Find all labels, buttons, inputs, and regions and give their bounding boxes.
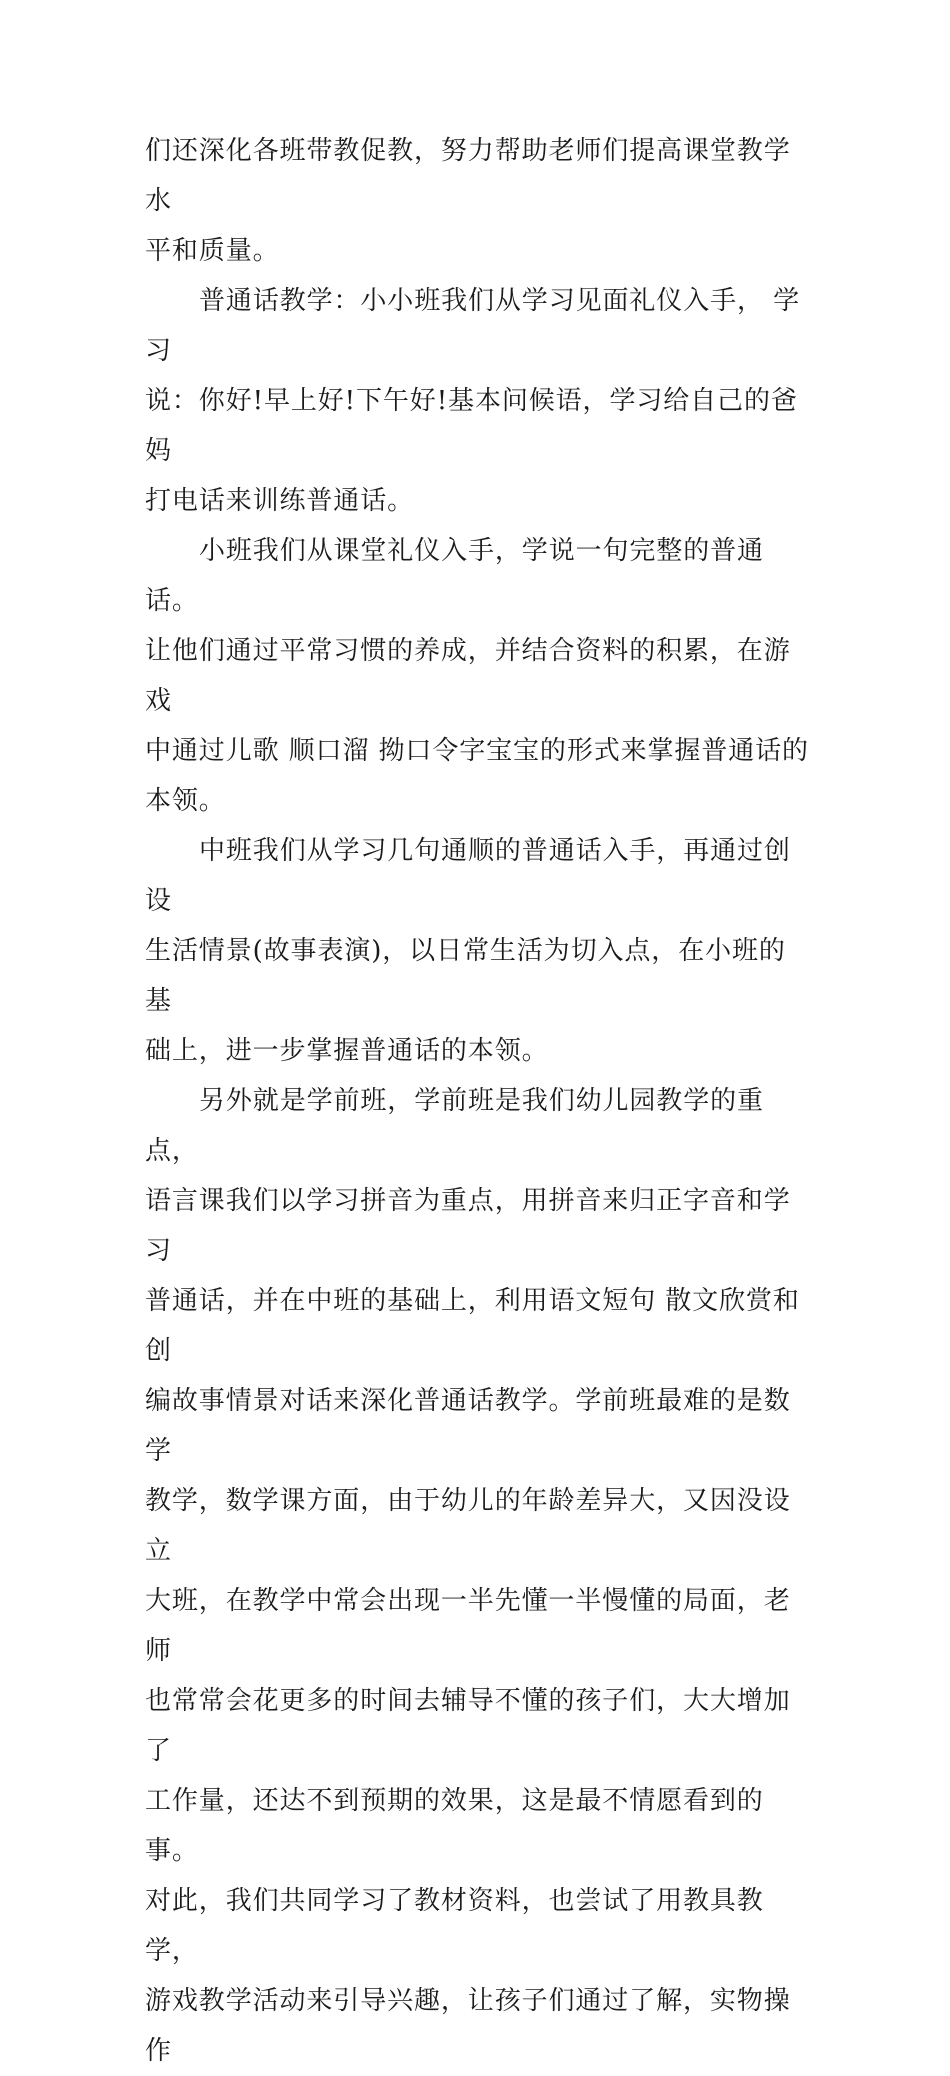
paragraph-small-class: 小班我们从课堂礼仪入手，学说一句完整的普通话。 让他们通过平常习惯的养成，并结合资料的积累，在游戏 中通过儿歌 顺口溜 拗口令字宝宝的形式来掌握普通话的 本领。 xyxy=(145,536,809,816)
paragraph-putonghua-toddler: 普通话教学：小小班我们从学习见面礼仪入手， 学习 说：你好!早上好!下午好!基本问候语，学习给自己的爸妈 打电话来训练普通话。 xyxy=(145,286,800,516)
paragraph-middle-class: 中班我们从学习几句通顺的普通话入手，再通过创设 生活情景(故事表演)，以日常生活为切入点，在小班的基 础上，进一步掌握普通话的本领。 xyxy=(145,836,791,1066)
paragraph-continued: 们还深化各班带教促教，努力帮助老师们提高课堂教学水 平和质量。 xyxy=(145,136,791,266)
paragraph-preschool-class: 另外就是学前班，学前班是我们幼儿园教学的重点， 语言课我们以学习拼音为重点，用拼音来归正字音和学习 普通话，并在中班的基础上，利用语文短句 散文欣赏和创 编故事情景对话来深化普通话教学。学前班最难的是数学 教学，数学课方面，由于幼儿的年龄差异大，又因没设立 大班，在教学中常会出现一半先懂一半慢懂的局面，老师 也常常会花更多的时间去辅导不懂的孩子们，大大增加了 工作量，还达不到预期的效果，这是最不情愿看到的事。 对此，我们共同学习了教材资料，也尝试了用教具教学， 游戏教学活动来引导兴趣，让孩子们通过了解，实物操作 xyxy=(145,1086,800,2066)
document-page xyxy=(145,126,810,2076)
